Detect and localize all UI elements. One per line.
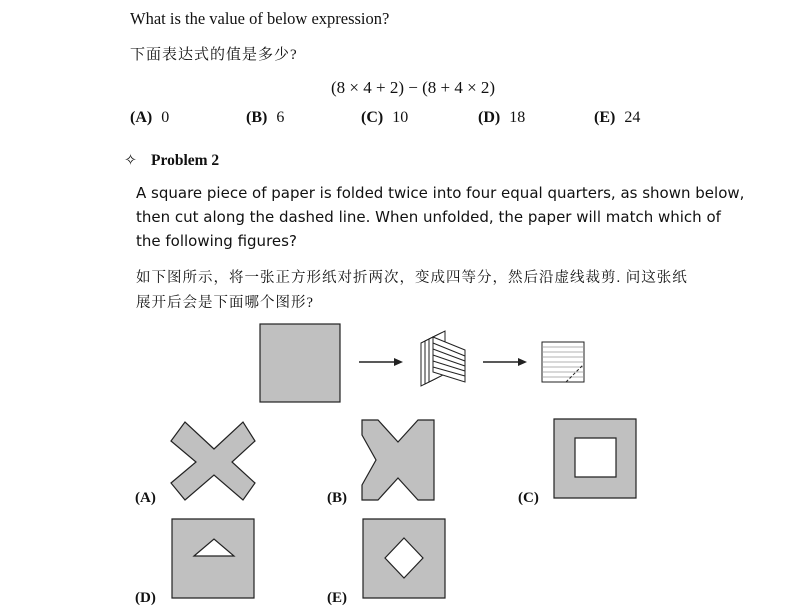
unfolded-square [260,324,340,402]
option-b-label[interactable]: (B) [327,490,347,506]
choice-e[interactable]: (E) 24 [594,109,641,126]
option-c-shape [554,419,636,498]
folded-square-with-cut-icon [542,342,584,382]
option-c-label[interactable]: (C) [518,490,539,506]
choice-d[interactable]: (D) 18 [478,109,526,126]
folded-paper-icon [421,331,465,386]
choice-a[interactable]: (A) 0 [130,109,170,126]
problem2-title: Problem 2 [151,152,220,169]
arrow-right-icon [483,358,527,366]
problem2-text-zh-line1: 如下图所示，将一张正方形纸对折两次，变成四等分，然后沿虚线裁剪. 问这张纸 [136,270,688,286]
choice-c[interactable]: (C) 10 [361,109,409,126]
problem1-expression: (8 × 4 + 2) − (8 + 4 × 2) [331,78,496,97]
option-b-shape [362,420,434,500]
problem2-text-zh-line2: 展开后会是下面哪个图形? [136,295,314,311]
problem1-question-en: What is the value of below expression? [130,9,390,28]
option-d-label[interactable]: (D) [135,590,156,606]
problem1-question-zh: 下面表达式的值是多少? [130,47,298,63]
diamond-bullet-icon: ✧ [124,152,137,169]
problem2-text-en-line1: A square piece of paper is folded twice into four equal quarters, as shown below, [136,184,745,202]
option-d-shape [172,519,254,598]
option-e-shape [363,519,445,598]
arrow-right-icon [359,358,403,366]
option-e-label[interactable]: (E) [327,590,347,606]
option-a-label[interactable]: (A) [135,490,156,506]
problem2-text-en-line3: the following figures? [136,232,297,250]
option-a-shape [171,422,255,500]
choice-b[interactable]: (B) 6 [246,109,285,126]
problem2-heading [124,151,219,170]
problem2-text-en-line2: then cut along the dashed line. When unfolded, the paper will match which of [136,208,721,226]
